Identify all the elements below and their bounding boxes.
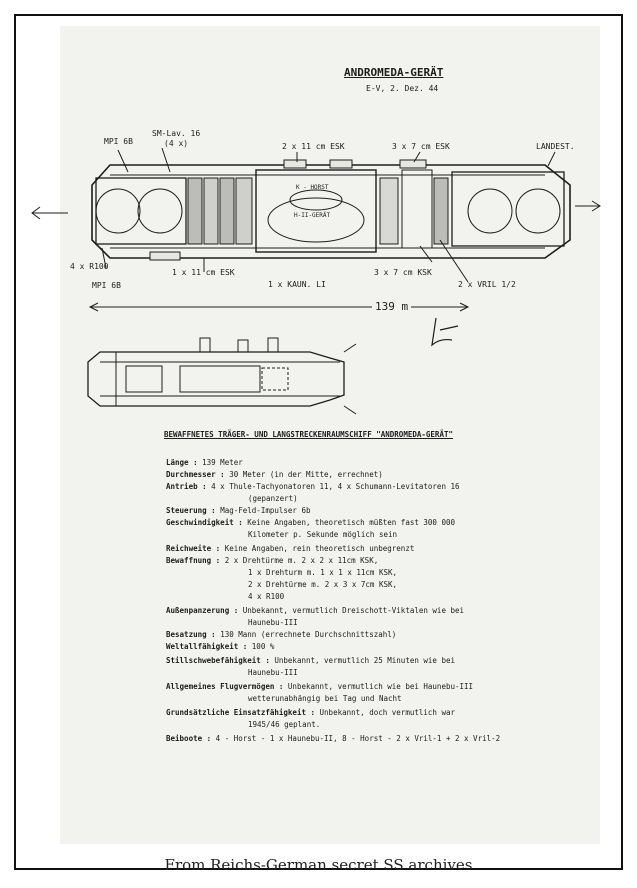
spec-row: [166, 556, 378, 566]
spec-value: 2 x Drehtürme m. 2 x 3 x 7cm KSK,: [248, 580, 398, 589]
label-sm-lav-count: (4 x): [164, 139, 189, 148]
spec-value: 4 x R100: [248, 592, 285, 601]
chamber-rear-1: [468, 189, 512, 233]
label-esk-top-1: 2 x 11 cm ESK: [282, 142, 345, 151]
spec-value: 30 Meter (in der Mitte, errechnet): [229, 470, 383, 479]
spec-label: Weltallfähigkeit :: [166, 642, 248, 651]
spec-row: [248, 592, 284, 602]
spec-value: wetterunabhängig bei Tag und Nacht: [248, 694, 402, 703]
spec-label: Durchmesser :: [166, 470, 225, 479]
spec-label: Allgemeines Flugvermögen :: [166, 682, 284, 691]
spec-value: Mag-Feld-Impulser 6b: [220, 506, 311, 515]
spec-row: [248, 494, 298, 504]
spec-row: [166, 630, 396, 640]
label-mpi-top: MPI 6B: [104, 137, 133, 146]
document-caption: From Reichs-German secret SS archives: [164, 856, 473, 874]
spec-row: [166, 482, 460, 492]
spec-value: 4 x Thule-Tachyonatoren 11, 4 x Schumann-Levitatoren 16: [211, 482, 460, 491]
spec-value: 130 Mann (errechnete Durchschnittszahl): [220, 630, 397, 639]
compartment-rear: [452, 172, 564, 246]
spec-value: Unbekannt, vermutlich 25 Minuten wie bei: [274, 656, 455, 665]
spec-value: Unbekannt, vermutlich Dreischott-Viktalen wie bei: [242, 606, 465, 615]
label-mpi-bottom: MPI 6B: [92, 281, 121, 290]
spec-value: 100 %: [251, 642, 275, 651]
spec-value: Haunebu-III: [248, 668, 298, 677]
spec-label: Antrieb :: [166, 482, 207, 491]
spec-row: [248, 568, 397, 578]
spec-label: Besatzung :: [166, 630, 216, 639]
spec-value: (gepanzert): [248, 494, 298, 503]
spec-value: Unbekannt, doch vermutlich war: [319, 708, 455, 717]
spec-value: Haunebu-III: [248, 618, 298, 627]
label-sm-lav: SM-Lav. 16: [152, 129, 201, 138]
spec-row: [166, 470, 383, 480]
spec-row: [166, 606, 464, 616]
spec-value: 1945/46 geplant.: [248, 720, 321, 729]
spec-row: [166, 656, 455, 666]
label-esk-bottom-1: 1 x 11 cm ESK: [172, 268, 235, 277]
spec-row: [166, 734, 500, 744]
spec-label: Außenpanzerung :: [166, 606, 239, 615]
label-k-horst: K - HORST: [296, 184, 329, 191]
label-length: 139 m: [372, 300, 411, 313]
spec-row: [248, 530, 397, 540]
compartment-center: [256, 170, 376, 252]
compartment-front: [96, 178, 186, 244]
spec-value: Kilometer p. Sekunde möglich sein: [248, 530, 398, 539]
spec-row: [248, 580, 397, 590]
spec-value: 2 x Drehtürme m. 2 x 2 x 11cm KSK,: [224, 556, 379, 565]
chamber-rear-2: [516, 189, 560, 233]
spec-label: Grundsätzliche Einsatzfähigkeit :: [166, 708, 316, 717]
label-landest: LANDEST.: [536, 142, 575, 151]
label-vril: 2 x VRIL 1/2: [458, 280, 516, 289]
spec-row: [166, 708, 455, 718]
spec-row: [248, 694, 402, 704]
spec-label: Steuerung :: [166, 506, 216, 515]
label-kaun: 1 x KAUN. LI: [268, 280, 326, 289]
spec-label: Stillschwebefähigkeit :: [166, 656, 270, 665]
spec-label: Reichweite :: [166, 544, 221, 553]
spec-label: Länge :: [166, 458, 198, 467]
spec-row: [166, 544, 414, 554]
chamber-front-2: [138, 189, 182, 233]
spec-value: Keine Angaben, rein theoretisch unbegrenzt: [224, 544, 415, 553]
chamber-front-1: [96, 189, 140, 233]
spec-value: 1 x Drehturm m. 1 x 1 x 11cm KSK,: [248, 568, 398, 577]
spec-row: [166, 458, 243, 468]
spec-row: [248, 618, 298, 628]
spec-label: Geschwindigkeit :: [166, 518, 243, 527]
label-h-gerat: H-II-GERÄT: [294, 212, 331, 219]
spec-row: [248, 668, 298, 678]
arrow-left-icon: [32, 207, 68, 219]
spec-label: Bewaffnung :: [166, 556, 221, 565]
arrow-right-icon: [575, 201, 600, 211]
spec-row: [248, 720, 320, 730]
spec-row: [166, 682, 473, 692]
document-date: E-V, 2. Dez. 44: [366, 84, 439, 93]
spec-label: Beiboote :: [166, 734, 212, 743]
spec-value: 4 - Horst - 1 x Haunebu-II, 8 - Horst - 2 x Vril-1 + 2 x Vril-2: [215, 734, 501, 743]
spec-heading: BEWAFFNETES TRÄGER- UND LANGSTRECKENRAUMSCHIFF "ANDROMEDA-GERÄT": [164, 430, 453, 439]
spec-row: [166, 518, 455, 528]
spec-value: Keine Angaben, theoretisch müßten fast 300 000: [247, 518, 455, 527]
document-title: ANDROMEDA-GERÄT: [344, 66, 444, 79]
label-esk-top-2: 3 x 7 cm ESK: [392, 142, 450, 151]
spec-value: 139 Meter: [202, 458, 243, 467]
spec-row: [166, 642, 274, 652]
label-r100: 4 x R100: [70, 262, 109, 271]
spec-value: Unbekannt, vermutlich wie bei Haunebu-III: [287, 682, 474, 691]
saucer-hangar: [268, 198, 364, 242]
label-esk-bottom-2: 3 x 7 cm KSK: [374, 268, 432, 277]
spec-row: [166, 506, 311, 516]
handwritten-mark: [432, 318, 458, 345]
